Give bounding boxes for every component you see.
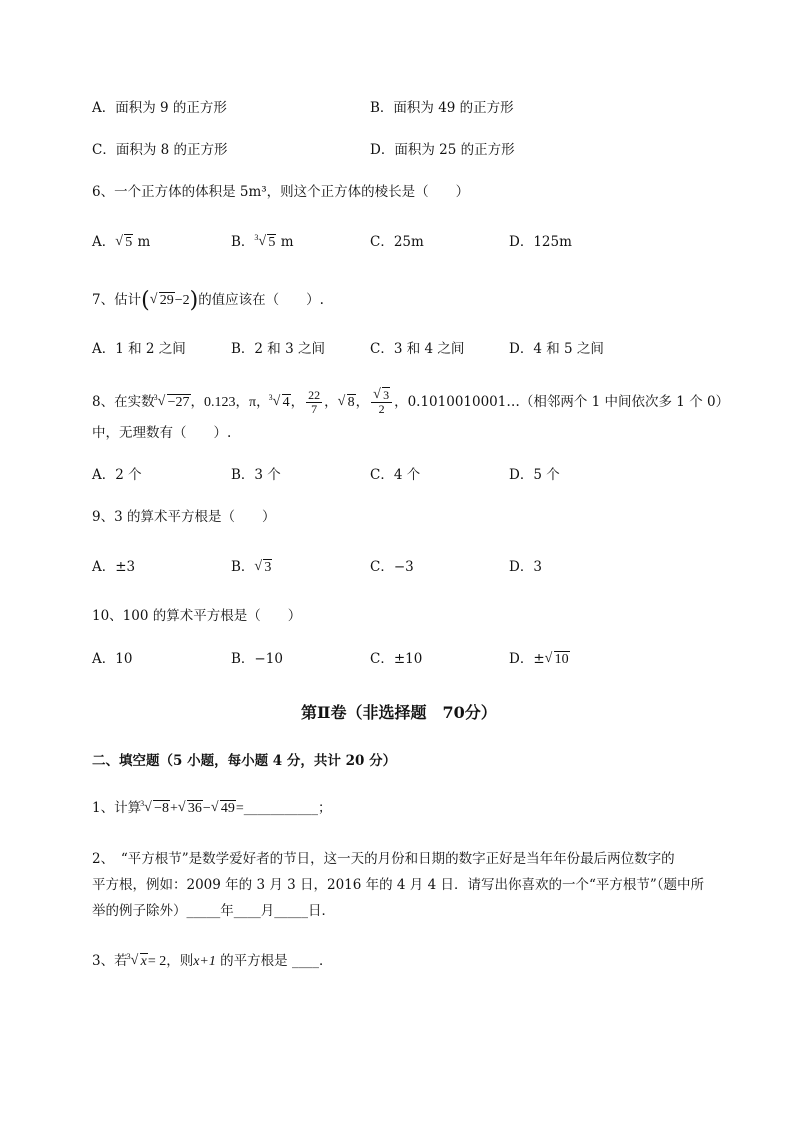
part2-title: 第Ⅱ卷（非选择题 70分） [301, 703, 497, 722]
fill1-prefix: 1、计算 [92, 800, 142, 816]
q5-option-b: B．面积为 49 的正方形 [370, 100, 514, 116]
q8-pi: π [249, 395, 257, 410]
q6-option-d: D．125m [509, 234, 572, 250]
q8-tail: ，0.1010010001…（相邻两个 1 中间依次多 1 个 0） [394, 394, 730, 410]
q7-prefix: 7、估计 [92, 292, 142, 308]
q8-line2: 中，无理数有（ ）. [92, 425, 232, 441]
q8-option-a: A．2 个 [92, 467, 142, 483]
q6-option-a-unit: m [133, 234, 151, 250]
q7-radical: √ 29 [149, 292, 174, 308]
q8-option-d: D．5 个 [509, 467, 560, 483]
q6-option-b-unit: m [276, 234, 294, 250]
q7-option-d: D．4 和 5 之间 [509, 341, 604, 357]
q7-option-c: C．3 和 4 之间 [370, 341, 465, 357]
fill3-prefix: 3、若 [92, 953, 128, 969]
fill2-line3: 举的例子除外）_____年____月_____日． [92, 903, 335, 919]
q8-fraction-22-7: $\frac{22}{7}$ [308, 388, 321, 416]
fill1-sqrt-49: √ 49 [210, 800, 235, 816]
q5-option-a: A．面积为 9 的正方形 [92, 100, 227, 116]
q10-stem: 10、100 的算术平方根是（ ） [92, 608, 302, 624]
fill1: 1、计算 3 √ −8+ √ 36− √ 49=___________； [92, 799, 332, 816]
q9-option-c: C．−3 [370, 559, 414, 575]
section2-heading: 二、填空题（5 小题，每小题 4 分，共计 20 分） [92, 753, 397, 769]
q8-stem: 8、在实数 3 √ −27，0.123，π， 3 √ 4， $\frac{22}{7}$ ， √ 8， √ 3 2 ，0.1010010001…（相邻两个 1 中间依次多 1 个 0） [92, 387, 730, 416]
q6-option-a [92, 233, 150, 252]
fill3: 3、若 3 √ x= 2，则x+1 的平方根是 ____． [92, 952, 333, 969]
q6-option-b-label: B． [231, 234, 255, 250]
q8-repeating-decimal: 0.123 [204, 395, 236, 410]
q7-option-a: A．1 和 2 之间 [92, 341, 186, 357]
q6-option-a-radical: √ 5 [115, 234, 133, 250]
q10-option-b: B．−10 [231, 651, 283, 667]
q10-option-d [509, 650, 570, 669]
q9-stem: 9、3 的算术平方根是（ ） [92, 509, 276, 525]
fill1-cube-root-neg8: 3 √ −8 [140, 799, 169, 816]
fill3-cube-root-x: 3 √ x [126, 952, 147, 969]
q10-option-a: A．10 [92, 651, 133, 667]
q8-sqrt-8: √ 8 [337, 394, 355, 410]
q8-cube-root-4: 3 √ 4 [268, 393, 290, 410]
fill1-answer-blank: ___________ [243, 800, 318, 816]
q6-option-b [231, 233, 294, 252]
q10-option-c: C．±10 [370, 651, 423, 667]
q7-stem: 7、估计( √ 29−2)的值应该在（ ）. [92, 288, 324, 313]
q9-option-b [231, 558, 272, 577]
q10-option-d-label: D．± [509, 651, 545, 667]
q7-suffix: 的值应该在（ ）. [198, 292, 324, 308]
q9-option-a: A．±3 [92, 559, 136, 575]
fill3-expression: x+1 [193, 954, 216, 969]
q6-option-b-radical: 3 √ 5 [254, 233, 276, 250]
q8-fraction-sqrt3-2: √ 3 2 [371, 389, 392, 416]
q9-option-b-label: B． [231, 559, 255, 575]
q6-option-c: C．25m [370, 234, 424, 250]
q6-stem: 6、一个正方体的体积是 5m³，则这个正方体的棱长是（ ） [92, 184, 470, 200]
q6-option-a-label: A． [92, 234, 116, 250]
q9-option-d: D．3 [509, 559, 542, 575]
q5-option-d: D．面积为 25 的正方形 [370, 142, 515, 158]
fill2-line1: 2、 “平方根节”是数学爱好者的节日，这一天的月份和日期的数字正好是当年年份最后两位数字的 [92, 851, 675, 867]
q9-option-b-radical: √ 3 [254, 559, 272, 575]
fill1-sqrt-36: √ 36 [177, 800, 202, 816]
q8-option-b: B．3 个 [231, 467, 281, 483]
q7-tail: −2 [174, 293, 190, 308]
fill2-line2: 平方根，例如：2009 年的 3 月 3 日，2016 年的 4 月 4 日．请写出你喜欢的一个“平方根节”（题中所 [92, 877, 705, 893]
q5-option-c: C．面积为 8 的正方形 [92, 142, 228, 158]
q8-cube-root-neg27: 3 √ −27 [153, 393, 190, 410]
q8-option-c: C．4 个 [370, 467, 421, 483]
q8-prefix: 8、在实数 [92, 394, 155, 410]
q10-option-d-radical: √ 10 [544, 651, 569, 667]
q7-option-b: B．2 和 3 之间 [231, 341, 325, 357]
